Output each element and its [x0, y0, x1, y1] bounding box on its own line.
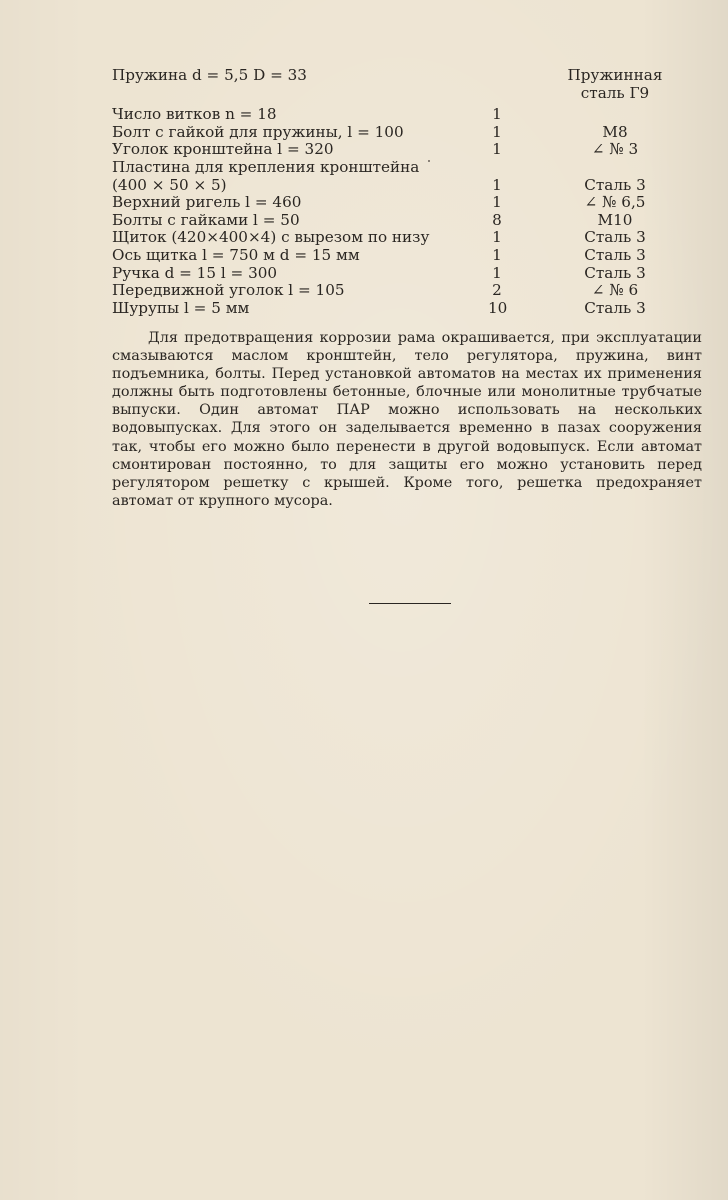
part-name: Число витков n = 18: [112, 105, 277, 124]
part-quantity: 1: [492, 105, 502, 124]
part-name: Болты с гайками l = 50: [112, 210, 300, 229]
part-material: Сталь 3: [584, 263, 646, 282]
table-row: [112, 124, 704, 142]
table-row: [112, 247, 704, 265]
part-material: Сталь 3: [584, 298, 646, 317]
part-name: Болт с гайкой для пружины, l = 100: [112, 122, 404, 141]
part-quantity: 10: [488, 298, 508, 317]
body-paragraph: [112, 329, 702, 510]
part-material: М8: [602, 122, 628, 141]
part-quantity: 8: [492, 210, 502, 229]
print-speck: [428, 160, 430, 162]
paragraph-text: Для предотвращения коррозии рама окрашивается, при эксплуатации смазываются маслом кронштейн, тело регулятора, пружина, винт подъемника, болты. Перед установкой автоматов на местах их применения должны быть подготовлены бетонные, блочные или монолитные трубчатые выпуски. Один автомат ПАР можно использовать на нескольких водовыпусках. Для этого он заделывается временно в пазах сооружения так, чтобы его можно было перенести в другой водовыпуск. Если автомат смонтирован постоянно, то для защиты его можно установить перед регулятором решетку с крышей. Кроме того, решетка предохраняет автомат от крупного мусора.: [112, 330, 702, 509]
part-name: Верхний ригель l = 460: [112, 193, 302, 212]
part-material: ∠ № 3: [591, 140, 639, 159]
parts-specification-table: [112, 67, 704, 317]
part-material: Сталь 3: [584, 245, 646, 264]
part-name: (400 × 50 × 5): [112, 175, 227, 194]
part-name: Пружина d = 5,5 D = 33: [112, 66, 307, 84]
table-row: [112, 67, 704, 102]
part-material: Сталь 3: [584, 175, 646, 194]
table-row: [112, 265, 704, 283]
part-quantity: 1: [492, 140, 502, 159]
table-row: [112, 141, 704, 159]
table-row: [112, 212, 704, 230]
part-name: Ручка d = 15 l = 300: [112, 263, 278, 282]
table-row: [112, 177, 704, 195]
part-name: Щиток (420×400×4) с вырезом по низу: [112, 228, 430, 247]
part-material: М10: [597, 210, 633, 229]
table-row: [112, 159, 704, 177]
part-name: Передвижной уголок l = 105: [112, 281, 345, 300]
part-quantity: 1: [492, 263, 502, 282]
part-quantity: 1: [492, 122, 502, 141]
part-name: Уголок кронштейна l = 320: [112, 140, 334, 159]
part-name: Шурупы l = 5 мм: [112, 298, 250, 317]
part-quantity: 2: [492, 281, 502, 300]
part-name: Пластина для крепления кронштейна: [112, 157, 420, 176]
table-row: [112, 300, 704, 318]
part-quantity: 1: [492, 175, 502, 194]
part-quantity: 1: [492, 193, 502, 212]
part-material: Пружинная сталь Г9: [567, 66, 663, 102]
part-material: Сталь 3: [584, 228, 646, 247]
part-name: Ось щитка l = 750 м d = 15 мм: [112, 245, 360, 264]
part-material: ∠ № 6: [591, 281, 639, 300]
section-divider: [369, 603, 451, 604]
table-row: [112, 282, 704, 300]
part-quantity: 1: [492, 245, 502, 264]
table-row: [112, 194, 704, 212]
table-row: [112, 229, 704, 247]
part-quantity: 1: [492, 228, 502, 247]
part-material: ∠ № 6,5: [584, 193, 646, 212]
table-row: [112, 106, 704, 124]
